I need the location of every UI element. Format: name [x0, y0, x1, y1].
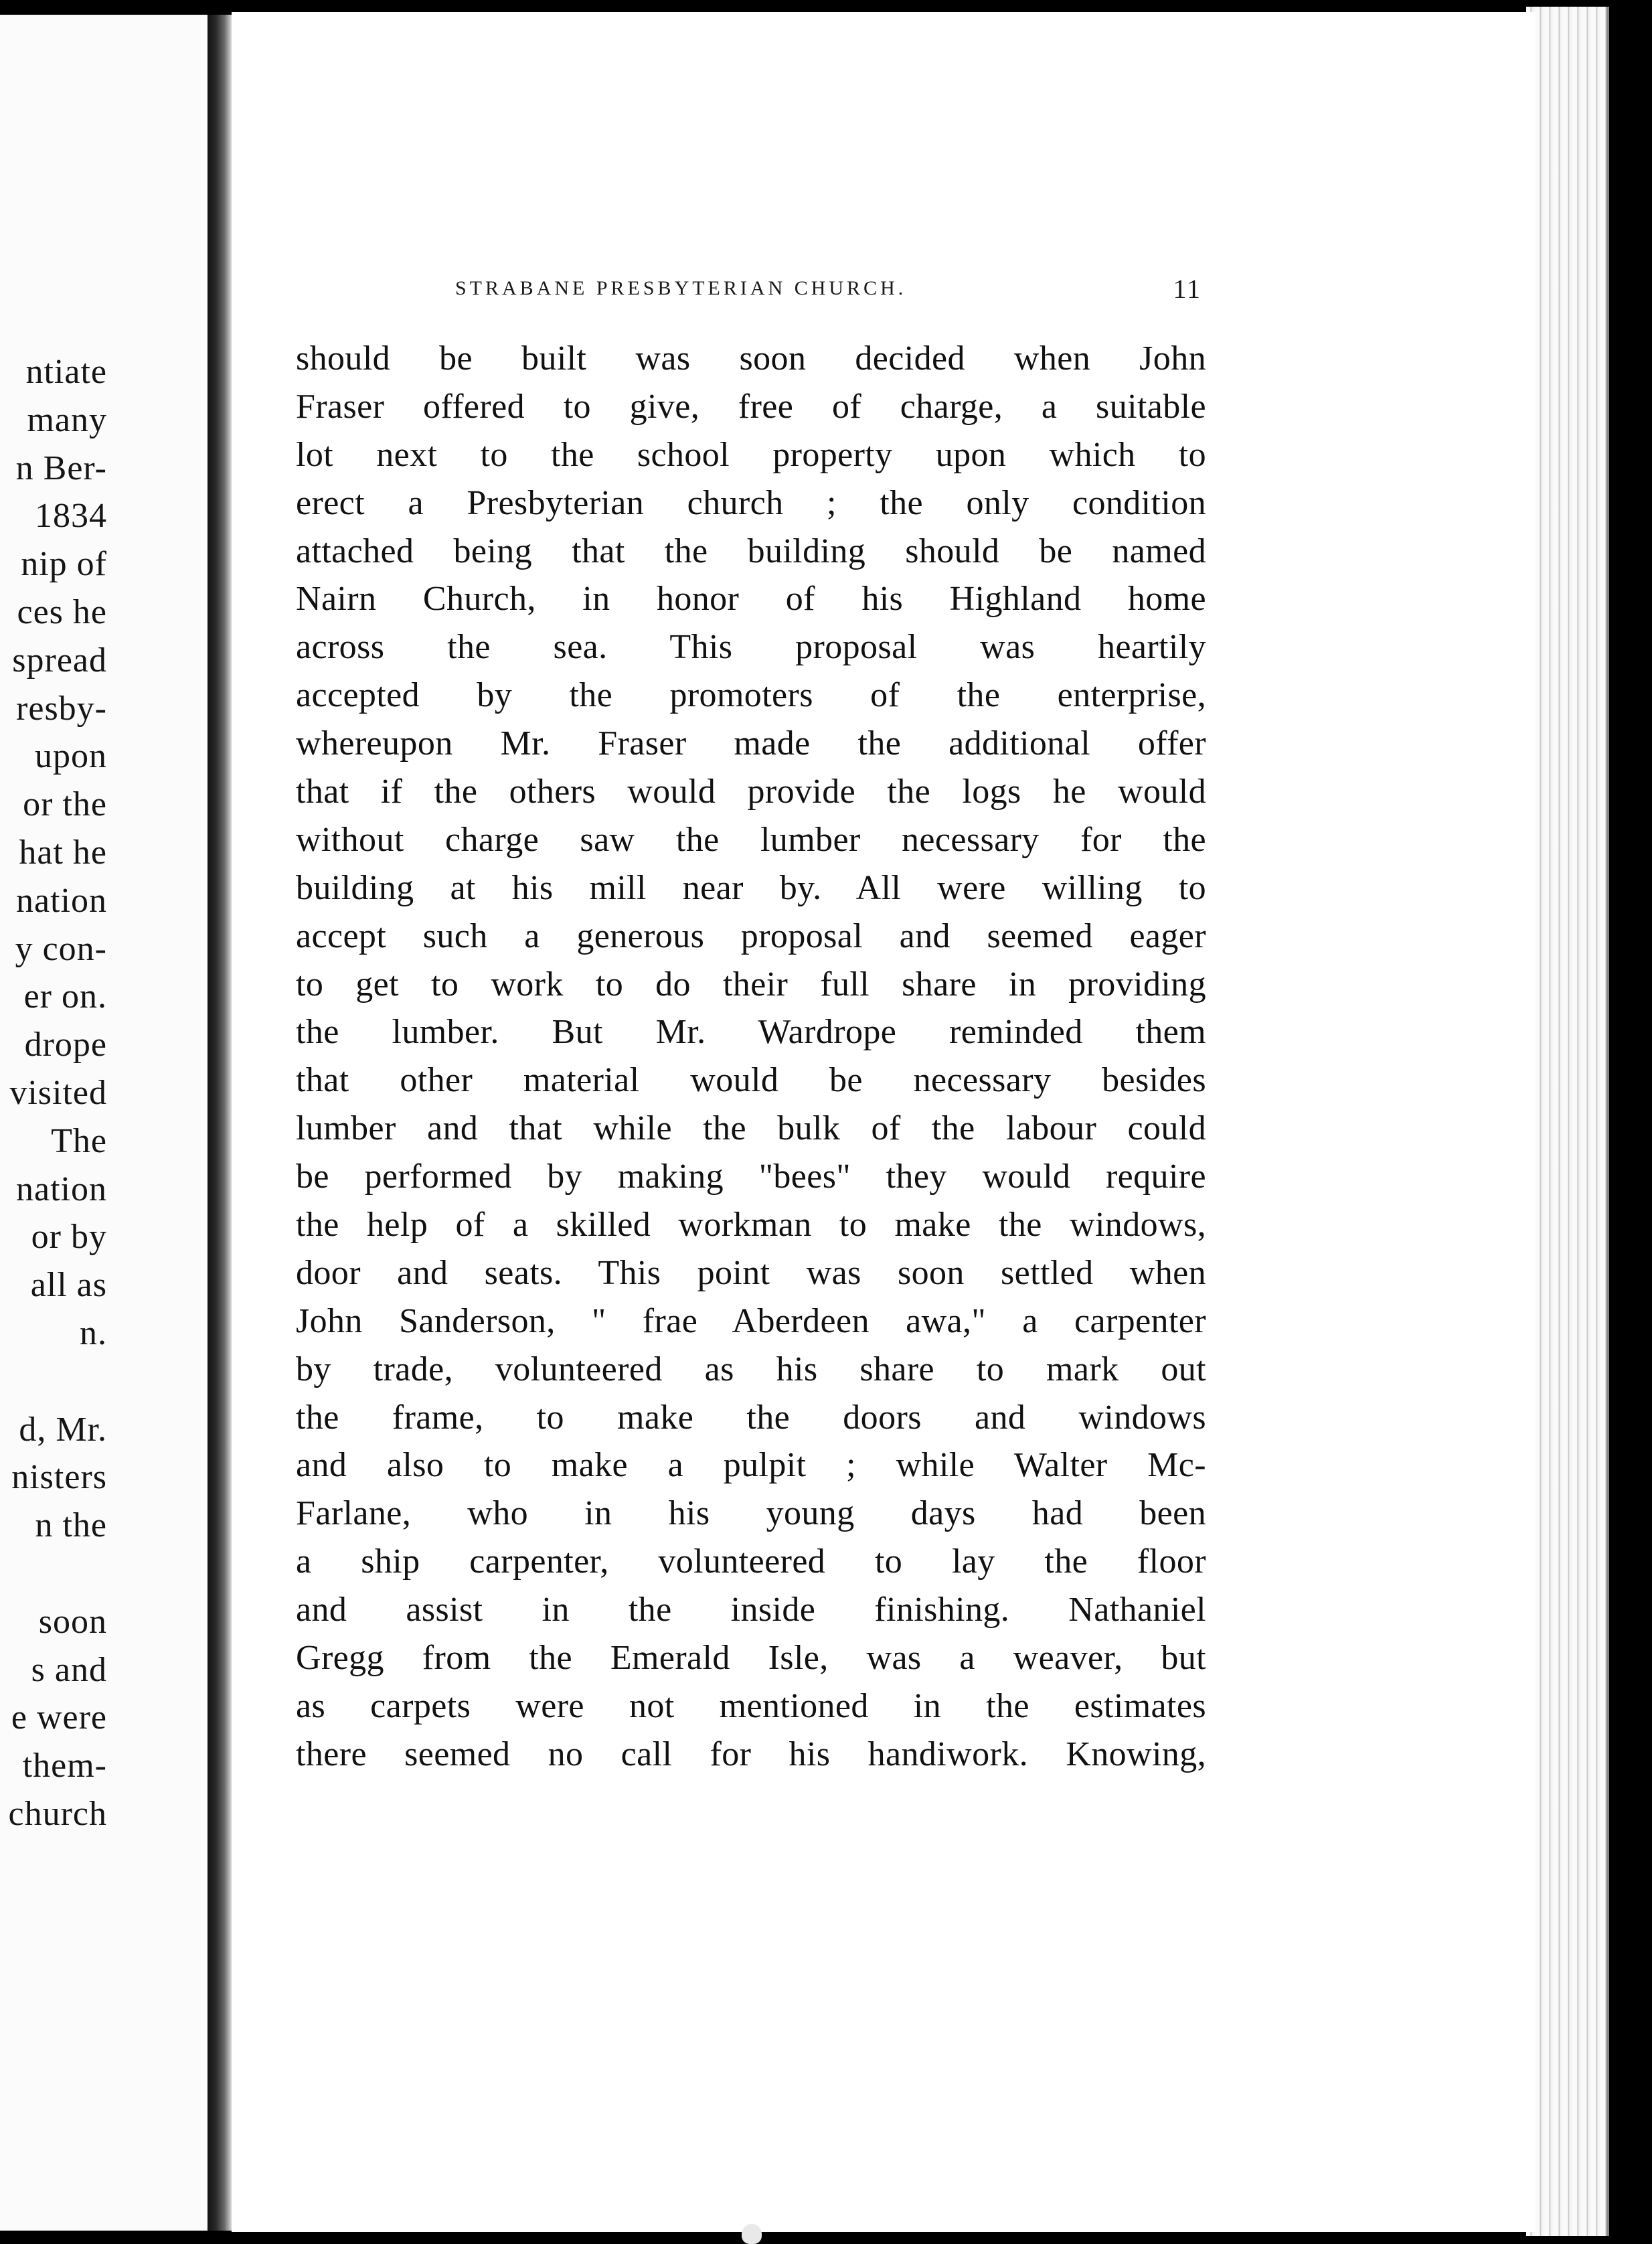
text-line: the frame, to make the doors and windows [296, 1398, 1206, 1437]
running-title: STRABANE PRESBYTERIAN CHURCH. [455, 277, 907, 299]
left-text-line: drope [24, 1026, 107, 1064]
body-text [296, 335, 1206, 1779]
text-line: that if the others would provide the logs he would [296, 773, 1206, 811]
text-line: lumber and that while the bulk of the labour could [296, 1109, 1206, 1148]
left-text-line: e were [11, 1698, 107, 1737]
left-text-line: soon [38, 1602, 107, 1641]
left-text-line: many [27, 400, 107, 439]
text-line: and also to make a pulpit ; while Walter Mc- [296, 1446, 1206, 1485]
text-line: across the sea. This proposal was heartily [296, 628, 1206, 667]
text-line: by trade, volunteered as his share to mark out [296, 1350, 1206, 1388]
text-line: should be built was soon decided when John [296, 339, 1206, 378]
text-line: whereupon Mr. Fraser made the additional offer [296, 724, 1206, 763]
left-text-line: ntiate [25, 353, 107, 391]
left-text-line [9, 1550, 107, 1598]
left-text-line: resby- [16, 689, 107, 728]
left-text-line [9, 1358, 107, 1406]
left-text-line: upon [35, 737, 107, 776]
left-text-line: all as [30, 1266, 107, 1305]
text-line: the lumber. But Mr. Wardrope reminded them [296, 1013, 1206, 1052]
left-text-line: visited [9, 1073, 107, 1112]
text-line: Nairn Church, in honor of his Highland home [296, 580, 1206, 619]
left-text-line: nation [16, 1170, 107, 1208]
left-text-line: nisters [11, 1458, 107, 1497]
text-line: attached being that the building should be named [296, 532, 1206, 570]
page-tab-mark [742, 2224, 762, 2244]
left-text-line: ces he [17, 592, 107, 631]
left-text-line: The [51, 1121, 107, 1160]
left-text-line: spread [12, 641, 107, 679]
text-line: the help of a skilled workman to make the windows, [296, 1206, 1206, 1245]
left-page-text [9, 348, 107, 1838]
text-line: and assist in the inside finishing. Nathaniel [296, 1591, 1206, 1629]
left-text-line: n the [35, 1506, 107, 1545]
left-text-line: d, Mr. [19, 1410, 107, 1449]
text-line: as carpets were not mentioned in the estimates [296, 1686, 1206, 1725]
text-line: erect a Presbyterian church ; the only condition [296, 483, 1206, 522]
page-number: 11 [1173, 274, 1202, 304]
left-text-line: 1834 [35, 497, 107, 536]
text-line: that other material would be necessary besides [296, 1061, 1206, 1100]
text-line: there seemed no call for his handiwork. Knowing, [296, 1735, 1206, 1773]
left-text-line: nation [16, 881, 107, 920]
text-line: building at his mill near by. All were willing to [296, 868, 1206, 907]
left-text-line: hat he [19, 833, 107, 872]
left-text-line: or by [31, 1218, 107, 1257]
left-text-line: or the [23, 785, 107, 824]
text-line: accepted by the promoters of the enterprise, [296, 676, 1206, 715]
left-text-line: them- [22, 1747, 107, 1785]
text-line: a ship carpenter, volunteered to lay the floor [296, 1542, 1206, 1581]
left-text-line: n. [80, 1313, 107, 1352]
text-line: Farlane, who in his young days had been [296, 1494, 1206, 1533]
left-text-line: y con- [15, 929, 107, 968]
text-line: accept such a generous proposal and seemed eager [296, 916, 1206, 955]
text-line: be performed by making "bees" they would require [296, 1157, 1206, 1196]
text-line: to get to work to do their full share in providing [296, 965, 1206, 1004]
left-text-line: n Ber- [15, 449, 107, 487]
text-line: lot next to the school property upon which to [296, 435, 1206, 474]
left-text-line: nip of [21, 545, 107, 584]
text-line: Gregg from the Emerald Isle, was a weaver, but [296, 1639, 1206, 1678]
book-gutter [208, 15, 232, 2231]
left-text-line: church [8, 1794, 107, 1833]
page-edges [1526, 7, 1609, 2236]
left-page-fragment [0, 15, 208, 2231]
text-line: door and seats. This point was soon settled when [296, 1253, 1206, 1292]
running-head [455, 273, 1215, 307]
left-text-line: er on. [23, 977, 107, 1016]
left-text-line: s and [31, 1650, 107, 1689]
text-line: without charge saw the lumber necessary for the [296, 820, 1206, 859]
text-line: Fraser offered to give, free of charge, a suitable [296, 387, 1206, 426]
text-line: John Sanderson, " frae Aberdeen awa," a carpenter [296, 1301, 1206, 1340]
